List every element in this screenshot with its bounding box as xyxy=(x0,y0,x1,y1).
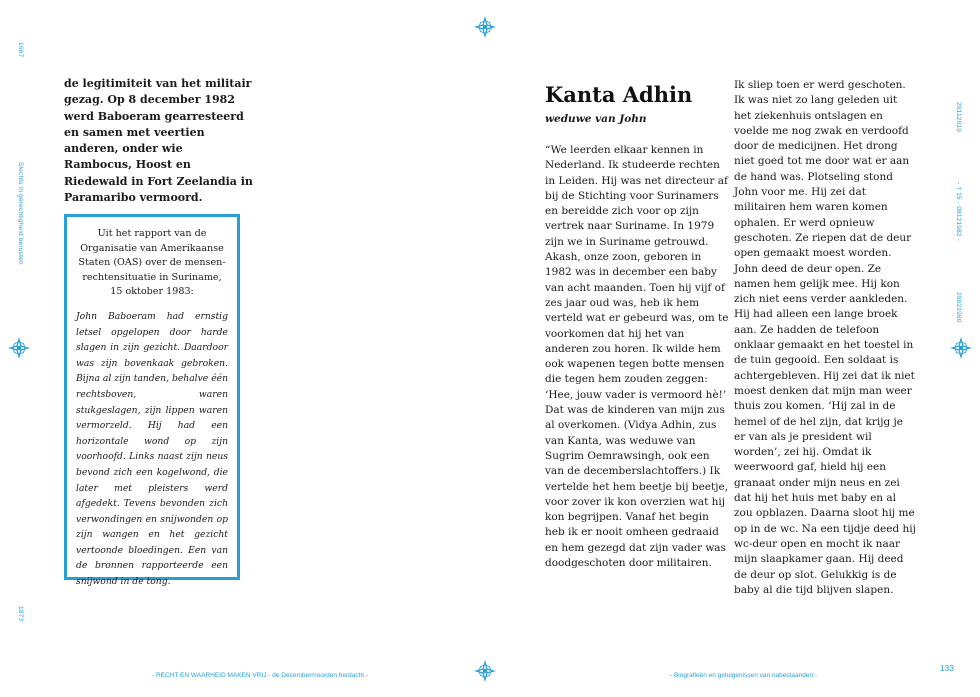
right-footer: - Biografieën en getuigenissen van nabestaanden - xyxy=(670,672,818,679)
margin-date-bottom: 29021980 xyxy=(955,292,962,323)
person-role: weduwe van John xyxy=(545,113,647,125)
compass-star-icon xyxy=(950,337,972,359)
article-column-2 xyxy=(734,78,917,598)
box-heading: Uit het rapport van de Organisatie van Amerikaanse Staten (OAS) over de mensen-rechtensituatie in Suriname, 15 oktober 1983: xyxy=(78,228,226,298)
oas-report-box xyxy=(64,214,240,588)
right-page xyxy=(490,0,980,697)
intro-paragraph: de legitimiteit van het militair gezag. Op 8 december 1982 werd Baboeram gearresteerd en samen met veertien anderen, onder wie Rambocus, Hoost en Riedewald in Fort Zeelandia in Paramaribo vermoord. xyxy=(64,77,253,205)
page-number: 133 xyxy=(939,663,954,673)
margin-year-bottom: 1873 xyxy=(17,606,24,622)
person-name: Kanta Adhin xyxy=(545,82,693,107)
testimony-part-2: Ik sliep toen er werd geschoten. Ik was niet zo lang geleden uit het ziekenhuis ontslagen en voelde me nog zwak en verdoofd door de medicijnen. Het drong niet goed tot me door wat er aan de hand was. Plotseling stond John voor me. Hij zei dat militairen hem waren komen ophalen. Er werd opnieuw geschoten. Ze riepen dat de deur open gemaakt moest worden. John deed de deur open. Ze namen hem gelijk mee. Hij kon zich niet eens verder aankleden. Hij had alleen een lange broek aan. Ze hadden de telefoon onklaar gemaakt en het toestel in de tuin gegooid. Een soldaat is achtergebleven. Hij zei dat ik niet moest denken dat mijn man weer thuis zou komen. ‘Hij zal in de hemel of de hel zijn, dat krijg je er van als je president wil worden’, zei hij. Omdat ik weerwoord gaf, hield hij een granaat onder mijn neus en zei dat hij het huis met baby en al zou opblazen. Daarna sloot hij me op in de wc. Na een tijdje deed hij wc-deur open en mocht ik naar mijn slaapkamer gaan. Hij deed de deur op slot. Gelukkig is de baby al die tijd blijven slapen. xyxy=(734,79,916,596)
article-column-1 xyxy=(545,81,730,571)
margin-lifespan: - † 15 - 08121982 - xyxy=(955,182,962,242)
left-footer: - RECHT EN WAARHEID MAKEN VRIJ - de Decembermoorden herdacht - xyxy=(152,672,369,679)
compass-star-icon xyxy=(8,337,30,359)
testimony-part-1: “We leerden elkaar kennen in Nederland. Ik studeerde rechten in Leiden. Hij was net directeur af bij de Stichting voor Surinamers en bereidde zich voor op zijn vertrek naar Suriname. In 1979 zijn we in Suriname getrouwd. Akash, onze zoon, geboren in 1982 was in december een baby van acht maanden. Toen hij vijf of zes jaar oud was, heb ik hem verteld wat er gebeurd was, om te voorkomen dat hij het van anderen zou horen. Ik wilde hem ook wapenen tegen botte mensen die tegen hem zouden zeggen: ‘Hee, jouw vader is vermoord hè!’ Dat was de kinderen van mijn zus al overkomen. (Vidya Adhin, zus van Kanta, was weduwe van Sugrim Oemrawsingh, ook een van de decemberslachtoffers.) Ik vertelde het hem beetje bij beetje, voor zover ik kon overzien wat hij kon begrijpen. Vanaf het begin heb ik er nooit omheen gedraaid en hem gezegd dat zijn vader was doodgeschoten door militairen. xyxy=(545,144,729,570)
box-quote: John Baboeram had ernstig letsel opgelopen door harde slagen in zijn gezicht. Daardoor was zijn bovenkaak gebroken. Bijna al zijn tanden, behalve één rechtsboven, waren stukgeslagen, zijn lippen waren vermorzeld. Hij had een horizontale wond op zijn voorhoofd. Links naast zijn neus bevond zich een kogelwond, die later met pleisters werd afgedekt. Tevens bevonden zich verwondingen en snijwonden op zijn wangen en het gezicht vertoonde bloedingen. Een van de bronnen rapporteerde een snijwond in de tong. xyxy=(76,310,228,588)
margin-date-top: 29112019 xyxy=(955,102,962,133)
margin-year-top: 1667 xyxy=(17,42,24,58)
margin-motto: Slechts in gerechtigheid berusten xyxy=(17,162,24,265)
